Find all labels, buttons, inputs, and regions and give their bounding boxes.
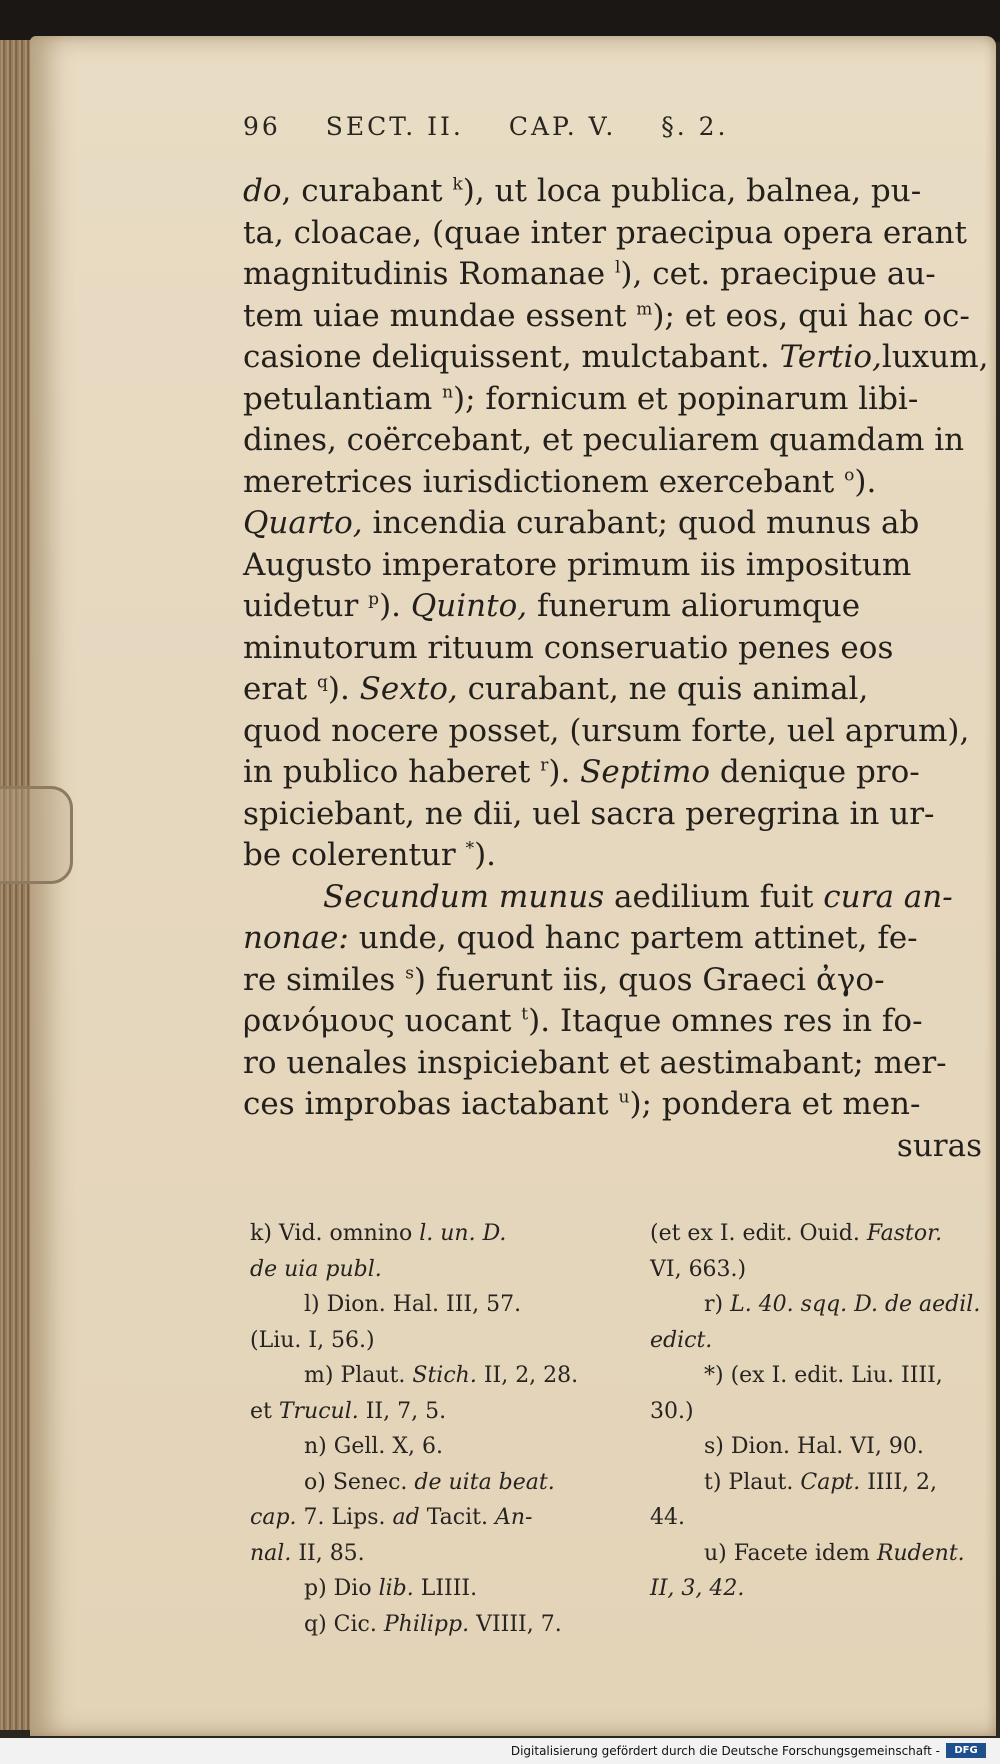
text-segment: ta, cloacae, (quae inter praecipua opera erant (243, 214, 967, 251)
footnote-line (250, 1394, 635, 1430)
text-line (243, 669, 986, 711)
footnote-line (650, 1465, 990, 1501)
text-segment: ). Itaque omnes res in fo- (528, 1003, 923, 1039)
text-line (243, 1001, 986, 1043)
text-line (243, 337, 989, 379)
text-line (243, 420, 986, 462)
text-segment: II, 85. (291, 1540, 365, 1566)
text-segment: r) (704, 1292, 731, 1317)
text-segment: Capt. (800, 1469, 861, 1495)
footnote-marker: n (442, 382, 454, 403)
text-segment: n) Gell. X, 6. (304, 1434, 444, 1459)
text-segment: p) Dio (304, 1576, 379, 1601)
footnote-marker: r (540, 755, 549, 776)
text-segment: funerum aliorumque (527, 588, 861, 624)
text-line (243, 296, 986, 338)
running-header (243, 112, 843, 141)
text-segment: k) Vid. omnino (250, 1221, 420, 1246)
main-text (243, 171, 989, 1167)
footnote-marker: l (614, 257, 621, 278)
text-segment: VIIII, 7. (469, 1611, 562, 1637)
text-segment: *) (ex I. edit. Liu. IIII, (704, 1363, 943, 1388)
header-paragraph: §. 2. (661, 112, 729, 141)
text-line (243, 711, 986, 753)
catchword: suras (896, 1127, 982, 1164)
text-segment: tem uiae mundae essent (243, 297, 637, 334)
text-segment: lib. (378, 1576, 414, 1601)
footnote-line (650, 1358, 990, 1394)
text-segment: L. 40. sqq. D. de aedil. (730, 1292, 981, 1317)
text-segment: magnitudinis Romanae (243, 256, 615, 292)
text-segment: edict. (650, 1327, 713, 1353)
text-line (243, 918, 986, 960)
text-segment: minutorum rituum conseruatio penes eos (243, 629, 894, 666)
text-line (243, 877, 986, 919)
text-line (243, 1043, 986, 1085)
text-segment: in publico haberet (243, 754, 541, 790)
footnote-line (650, 1287, 990, 1323)
text-segment: II, 3, 42. (650, 1576, 745, 1601)
text-line (243, 835, 986, 877)
text-segment: ). (327, 671, 360, 707)
footnote-line (250, 1216, 635, 1252)
text-segment: (Liu. I, 56.) (250, 1327, 375, 1353)
footnote-line (250, 1429, 635, 1465)
footnote-line (650, 1571, 990, 1607)
footnote-marker: m (636, 299, 653, 320)
text-line (243, 586, 986, 628)
footnote-marker: q (316, 672, 328, 693)
text-segment: ), ut loca publica, balnea, pu- (462, 173, 922, 209)
text-segment: uidetur (243, 588, 369, 624)
text-segment: ); fornicum et popinarum libi- (453, 380, 919, 417)
text-segment: IIII, 2, (860, 1469, 937, 1495)
text-segment: de uia publ. (250, 1256, 382, 1282)
text-segment: Trucul. (278, 1398, 359, 1424)
footnote-line (250, 1571, 635, 1607)
text-segment: VI, 663.) (650, 1256, 747, 1282)
page-clip (0, 786, 73, 884)
text-line (243, 254, 986, 296)
text-segment: ). (379, 588, 411, 624)
text-line (243, 628, 986, 670)
footnote-line (250, 1358, 635, 1394)
text-segment: erat (243, 671, 317, 707)
text-segment: ad (392, 1505, 420, 1530)
text-segment: Quinto, (410, 588, 528, 624)
text-segment: ). (474, 837, 497, 873)
header-chapter: CAP. V. (508, 112, 617, 141)
text-segment: dines, coërcebant, et peculiarem quamdam in (243, 422, 965, 458)
page-number: 96 (243, 112, 281, 141)
footnote-marker: s (405, 963, 414, 984)
text-segment: Stich. (412, 1363, 477, 1388)
text-segment: q) Cic. (304, 1611, 384, 1637)
text-segment: l. un. D. (419, 1221, 507, 1246)
footnote-marker: k (452, 174, 463, 195)
text-segment: Augusto imperatore primum iis impositum (243, 546, 912, 583)
dfg-logo: DFG (946, 1743, 986, 1758)
text-segment: Tertio, (779, 339, 882, 375)
text-segment: nonae: (243, 920, 349, 956)
text-segment: ces improbas iactabant (243, 1086, 619, 1122)
header-section: SECT. II. (325, 112, 464, 141)
text-segment: luxum, (881, 339, 989, 375)
text-line (243, 1084, 986, 1126)
text-segment: meretrices iurisdictionem exercebant (243, 463, 845, 500)
text-line (243, 503, 986, 545)
text-segment: Quarto, (243, 505, 363, 541)
text-segment: ); et eos, qui hac oc- (652, 297, 970, 334)
text-line (243, 794, 986, 836)
text-segment: aedilium fuit (604, 878, 824, 915)
text-segment: o) Senec. (304, 1469, 415, 1495)
text-segment: re similes (243, 961, 406, 998)
text-segment: Secundum munus (323, 878, 605, 915)
text-segment: 44. (650, 1505, 685, 1530)
text-segment: l) Dion. Hal. III, 57. (304, 1292, 522, 1317)
footnote-marker: u (618, 1087, 630, 1108)
text-segment: ro uenales inspiciebant et aestimabant; mer- (243, 1044, 947, 1081)
text-segment: quod nocere posset, (ursum forte, uel aprum), (243, 712, 970, 749)
footnote-line (250, 1536, 635, 1572)
footnote-line (650, 1536, 990, 1572)
text-segment: spiciebant, ne dii, uel sacra peregrina in ur- (243, 795, 935, 832)
text-segment: Tacit. (419, 1505, 495, 1530)
footnote-line (650, 1394, 990, 1430)
footnote-line (650, 1252, 990, 1288)
digitization-credit: Digitalisierung gefördert durch die Deutsche Forschungsgemeinschaft - (510, 1744, 940, 1758)
text-segment: LIIII. (413, 1576, 478, 1601)
footnote-line (650, 1323, 990, 1359)
text-segment: 7. Lips. (296, 1505, 393, 1530)
text-segment: ). (548, 754, 581, 790)
footnote-line (250, 1465, 635, 1501)
text-segment: II, 2, 28. (476, 1363, 579, 1388)
text-segment: de uita beat. (414, 1469, 555, 1495)
footnote-line (250, 1252, 635, 1288)
text-segment: ), cet. praecipue au- (620, 256, 936, 292)
text-segment: ) fuerunt iis, quos Graeci ἀγο- (413, 961, 885, 998)
text-segment: cap. (250, 1505, 297, 1530)
text-line (243, 752, 986, 794)
footnote-line (250, 1323, 635, 1359)
text-segment: be colerentur (243, 837, 466, 873)
footnotes-right-column (650, 1216, 990, 1607)
footnote-line (650, 1500, 990, 1536)
text-segment: casione deliquissent, mulctabant. (243, 339, 780, 375)
text-segment: , curabant (281, 173, 453, 209)
text-line (243, 213, 986, 255)
text-line (243, 960, 986, 1002)
text-segment: do (243, 173, 282, 209)
text-segment: cura an- (823, 878, 953, 915)
text-line (243, 462, 986, 504)
footnote-line (250, 1607, 635, 1643)
footnotes-left-column (250, 1216, 635, 1642)
text-segment: Rudent. (876, 1540, 965, 1566)
text-line (243, 379, 986, 421)
text-segment: m) Plaut. (304, 1363, 413, 1388)
text-segment: ρανόμους uocant (243, 1003, 522, 1039)
text-segment: 30.) (650, 1398, 694, 1424)
text-segment: curabant, ne quis animal, (457, 671, 869, 707)
text-segment: II, 7, 5. (358, 1398, 447, 1424)
text-segment: Septimo (580, 754, 711, 790)
text-segment: Philipp. (383, 1611, 470, 1637)
text-segment: s) Dion. Hal. VI, 90. (704, 1434, 924, 1459)
footnote-line (650, 1429, 990, 1465)
text-segment: u) Facete idem (704, 1540, 877, 1566)
text-segment: An- (494, 1505, 533, 1530)
text-line (243, 545, 986, 587)
text-segment: ). (854, 463, 877, 500)
footnote-marker: o (844, 465, 855, 486)
text-segment: et (250, 1398, 279, 1424)
footnote-line (650, 1216, 990, 1252)
text-segment: unde, quod hanc partem attinet, fe- (348, 920, 918, 956)
text-line (243, 171, 986, 213)
footnote-marker: * (465, 838, 475, 859)
footnote-line (250, 1287, 635, 1323)
text-segment: incendia curabant; quod munus ab (362, 505, 920, 541)
text-segment: Sexto, (359, 671, 458, 707)
text-segment: t) Plaut. (704, 1469, 801, 1495)
text-segment: ); pondera et men- (629, 1086, 921, 1122)
text-segment: (et ex I. edit. Ouid. (650, 1221, 867, 1246)
text-segment: petulantiam (243, 380, 443, 417)
text-segment: Fastor. (866, 1221, 943, 1246)
text-segment: denique pro- (710, 754, 920, 790)
footnote-line (250, 1500, 635, 1536)
footnote-marker: p (368, 589, 380, 610)
text-segment: nal. (250, 1540, 292, 1566)
footnote-marker: t (521, 1004, 529, 1025)
